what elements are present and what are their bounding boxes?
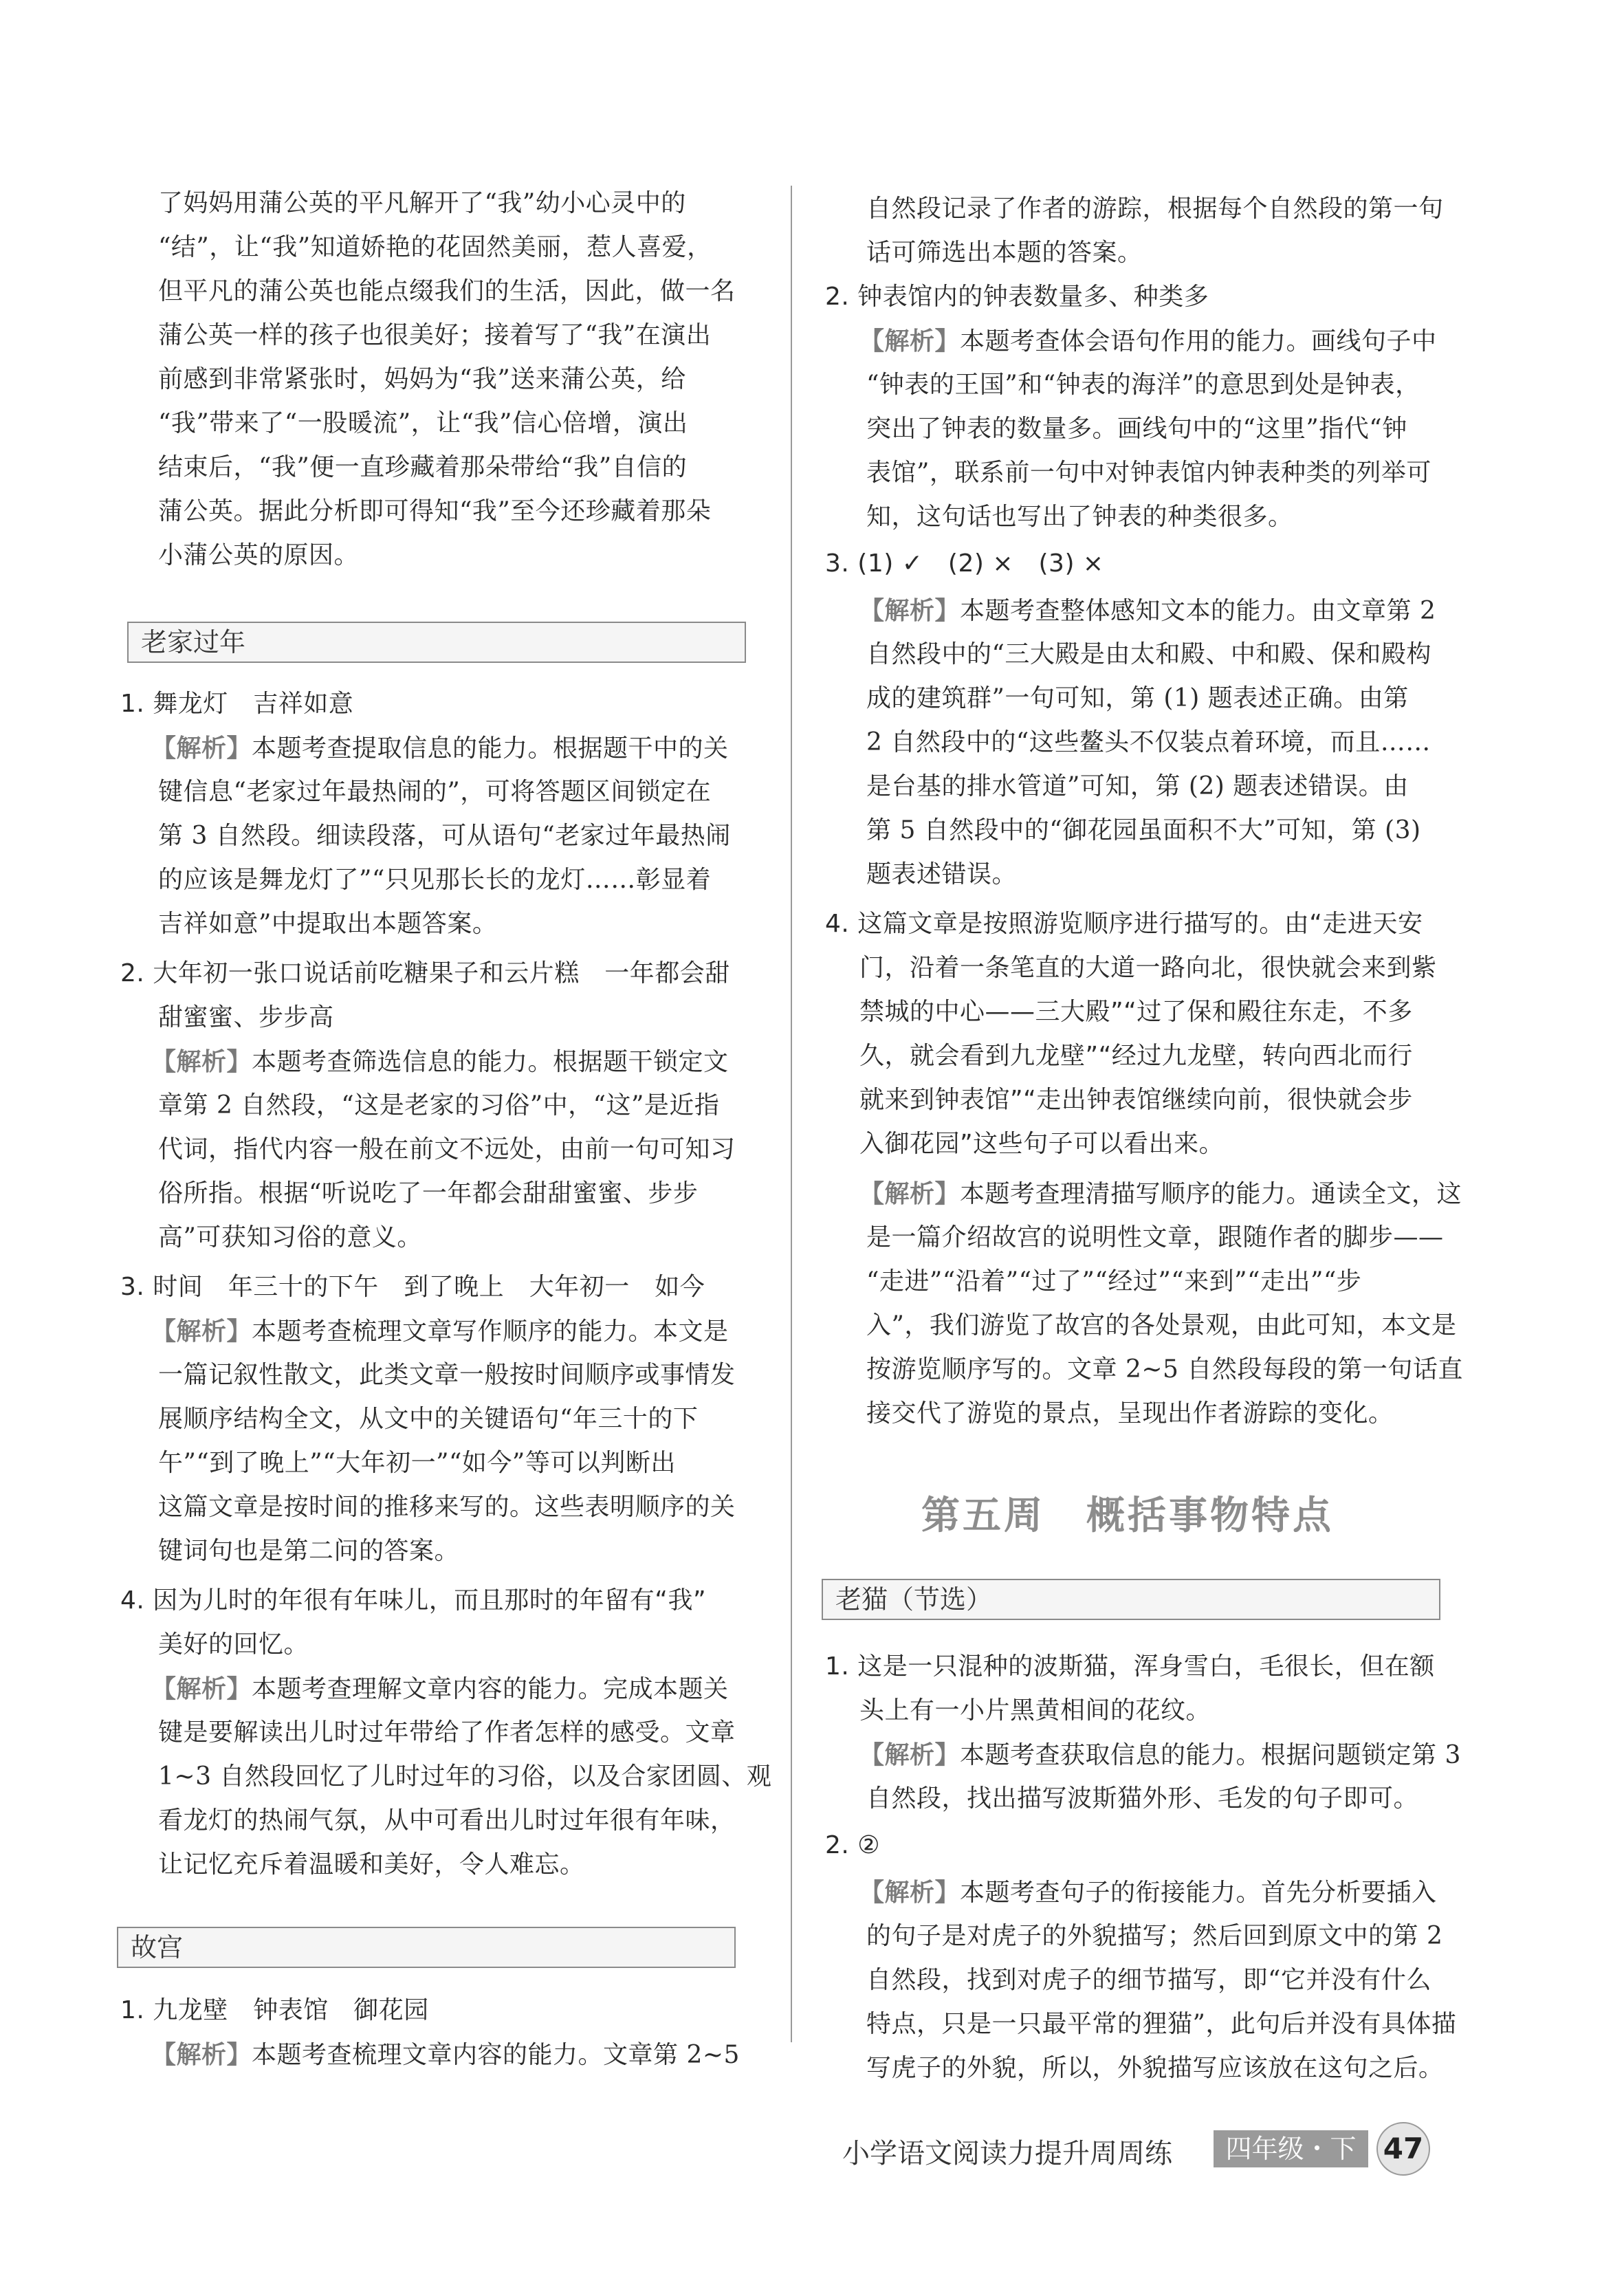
section-heading-laojia: 老家过年	[127, 622, 746, 663]
text-line: 高”可获知习俗的意义。	[158, 1223, 422, 1251]
analysis-tag: 【解析】	[151, 1674, 252, 1703]
text-line: 这篇文章是按时间的推移来写的。这些表明顺序的关	[158, 1493, 736, 1521]
answer-line: 入御花园”这些句子可以看出来。	[859, 1130, 1225, 1158]
answer-line: 1. 九龙壁 钟表馆 御花园	[120, 1996, 429, 2024]
text-line: 蒲公英。据此分析即可得知“我”至今还珍藏着那朵	[158, 497, 712, 525]
text-line: 展顺序结构全文，从文中的关键语句“年三十的下	[158, 1405, 699, 1433]
text-line: 成的建筑群”一句可知，第 (1) 题表述正确。由第	[866, 684, 1409, 712]
text-line: 看龙灯的热闹气氛，从中可看出儿时过年很有年味，	[158, 1806, 736, 1835]
text-line: 第 3 自然段。细读段落，可从语句“老家过年最热闹	[158, 822, 731, 850]
analysis-line: 【解析】本题考查筛选信息的能力。根据题干锁定文	[151, 1047, 729, 1076]
text-line: 代词，指代内容一般在前文不远处，由前一句可知习	[158, 1135, 736, 1163]
grade-badge: 四年级・下	[1214, 2130, 1368, 2167]
text-line: 自然段，找出描写波斯猫外形、毛发的句子即可。	[866, 1784, 1419, 1813]
analysis-tag: 【解析】	[859, 327, 961, 356]
answer-line: 2. 大年初一张口说话前吃糖果子和云片糕 一年都会甜	[120, 959, 730, 987]
answer-line: 2. ②	[825, 1831, 881, 1859]
analysis-line: 【解析】本题考查理解文章内容的能力。完成本题关	[151, 1674, 729, 1703]
text-line: “走进”“沿着”“过了”“经过”“来到”“走出”“步	[866, 1267, 1362, 1295]
text-line: 是一篇介绍故宫的说明性文章，跟随作者的脚步——	[866, 1223, 1444, 1251]
text-line: 特点，只是一只最平常的狸猫”，此句后并没有具体描	[866, 2010, 1457, 2038]
analysis-tag: 【解析】	[151, 1317, 252, 1346]
text-line: 自然段记录了作者的游踪，根据每个自然段的第一句	[866, 195, 1444, 223]
text-line: 章第 2 自然段，“这是老家的习俗”中，“这”是近指	[158, 1091, 720, 1119]
analysis-line: 【解析】本题考查句子的衔接能力。首先分析要插入	[859, 1878, 1437, 1907]
text-line: 但平凡的蒲公英也能点缀我们的生活，因此，做一名	[158, 277, 736, 305]
text-line: “钟表的王国”和“钟表的海洋”的意思到处是钟表，	[866, 371, 1420, 399]
text-line: 结束后，“我”便一直珍藏着那朵带给“我”自信的	[158, 453, 688, 481]
answer-line: 就来到钟表馆”“走出钟表馆继续向前，很快就会步	[859, 1086, 1413, 1114]
analysis-line: 【解析】本题考查整体感知文本的能力。由文章第 2	[859, 596, 1436, 625]
text-line: 第 5 自然段中的“御花园虽面积不大”可知，第 (3)	[866, 816, 1421, 844]
text-line: 蒲公英一样的孩子也很美好；接着写了“我”在演出	[158, 321, 712, 349]
analysis-tag: 【解析】	[151, 734, 252, 763]
text-line: 键是要解读出儿时过年带给了作者怎样的感受。文章	[158, 1718, 736, 1747]
text-line: 的句子是对虎子的外貌描写；然后回到原文中的第 2	[866, 1922, 1443, 1950]
text-line: 写虎子的外貌，所以，外貌描写应该放在这句之后。	[866, 2054, 1444, 2082]
page-number: 47	[1376, 2122, 1430, 2176]
text-line: 吉祥如意”中提取出本题答案。	[158, 910, 498, 938]
analysis-tag: 【解析】	[859, 1179, 961, 1208]
analysis-tag: 【解析】	[151, 1047, 252, 1076]
section-heading-gugong: 故宫	[117, 1927, 736, 1968]
text-line: “结”，让“我”知道娇艳的花固然美丽，惹人喜爱，	[158, 233, 712, 261]
analysis-tag: 【解析】	[859, 1878, 961, 1907]
text-line: 是台基的排水管道”可知，第 (2) 题表述错误。由	[866, 772, 1409, 800]
text-line: 小蒲公英的原因。	[158, 541, 360, 569]
text-line: 的应该是舞龙灯了”“只见那长长的龙灯……彰显着	[158, 866, 712, 894]
book-title: 小学语文阅读力提升周周练	[842, 2138, 1172, 2169]
analysis-line: 【解析】本题考查理清描写顺序的能力。通读全文，这	[859, 1179, 1462, 1208]
text-line: 自然段中的“三大殿是由太和殿、中和殿、保和殿构	[866, 640, 1431, 668]
answer-line: 甜蜜蜜、步步高	[158, 1003, 334, 1031]
text-line: 了妈妈用蒲公英的平凡解开了“我”幼小心灵中的	[158, 189, 686, 217]
analysis-tag: 【解析】	[859, 1740, 961, 1769]
answer-line: 头上有一小片黑黄相间的花纹。	[859, 1696, 1211, 1725]
section-heading-laomao: 老猫（节选）	[822, 1579, 1440, 1620]
text-line: “我”带来了“一股暖流”，让“我”信心倍增，演出	[158, 409, 688, 437]
answer-line: 禁城的中心——三大殿”“过了保和殿往东走，不多	[859, 998, 1413, 1026]
answer-line: 美好的回忆。	[158, 1630, 309, 1659]
text-line: 键词句也是第二问的答案。	[158, 1537, 460, 1565]
text-line: 知，这句话也写出了钟表的种类很多。	[866, 503, 1293, 531]
text-line: 前感到非常紧张时，妈妈为“我”送来蒲公英，给	[158, 365, 686, 393]
text-line: 表馆”，联系前一句中对钟表馆内钟表种类的列举可	[866, 459, 1431, 487]
analysis-tag: 【解析】	[151, 2040, 252, 2069]
text-line: 一篇记叙性散文，此类文章一般按时间顺序或事情发	[158, 1361, 736, 1389]
text-line: 午”“到了晚上”“大年初一”“如今”等可以判断出	[158, 1449, 676, 1477]
text-line: 接交代了游览的景点，呈现出作者游踪的变化。	[866, 1399, 1394, 1428]
text-line: 入”，我们游览了故宫的各处景观，由此可知，本文是	[866, 1311, 1457, 1340]
answer-line: 4. 这篇文章是按照游览顺序进行描写的。由“走进天安	[825, 910, 1423, 938]
answer-line: 3. 时间 年三十的下午 到了晚上 大年初一 如今	[120, 1273, 705, 1301]
text-line: 俗所指。根据“听说吃了一年都会甜甜蜜蜜、步步	[158, 1179, 699, 1207]
answer-line: 4. 因为儿时的年很有年味儿，而且那时的年留有“我”	[120, 1586, 707, 1615]
text-line: 1~3 自然段回忆了儿时过年的习俗，以及合家团圆、观	[158, 1762, 772, 1791]
text-line: 让记忆充斥着温暖和美好，令人难忘。	[158, 1850, 585, 1879]
analysis-line: 【解析】本题考查体会语句作用的能力。画线句子中	[859, 327, 1437, 356]
analysis-line: 【解析】本题考查梳理文章写作顺序的能力。本文是	[151, 1317, 729, 1346]
text-line: 自然段，找到对虎子的细节描写，即“它并没有什么	[866, 1966, 1431, 1994]
answer-line: 久，就会看到九龙壁”“经过九龙壁，转向西北而行	[859, 1042, 1413, 1070]
answer-line: 2. 钟表馆内的钟表数量多、种类多	[825, 283, 1209, 311]
week-title: 第五周 概括事物特点	[921, 1494, 1334, 1538]
answer-line: 3. (1) ✓ (2) × (3) ×	[825, 549, 1104, 578]
analysis-tag: 【解析】	[859, 596, 961, 625]
column-divider	[791, 186, 792, 2042]
answer-line: 1. 这是一只混种的波斯猫，浑身雪白，毛很长，但在额	[825, 1652, 1435, 1681]
text-line: 话可筛选出本题的答案。	[866, 239, 1143, 267]
answer-line: 门，沿着一条笔直的大道一路向北，很快就会来到紫	[859, 954, 1437, 982]
text-line: 突出了钟表的数量多。画线句中的“这里”指代“钟	[866, 415, 1407, 443]
analysis-line: 【解析】本题考查梳理文章内容的能力。文章第 2~5	[151, 2040, 740, 2069]
text-line: 键信息“老家过年最热闹的”，可将答题区间锁定在	[158, 778, 712, 806]
text-line: 2 自然段中的“这些鳌头不仅装点着环境，而且……	[866, 728, 1431, 756]
text-line: 按游览顺序写的。文章 2~5 自然段每段的第一句话直	[866, 1355, 1463, 1384]
analysis-line: 【解析】本题考查获取信息的能力。根据问题锁定第 3	[859, 1740, 1461, 1769]
text-line: 题表述错误。	[866, 860, 1018, 888]
analysis-line: 【解析】本题考查提取信息的能力。根据题干中的关	[151, 734, 729, 763]
answer-line: 1. 舞龙灯 吉祥如意	[120, 690, 354, 718]
